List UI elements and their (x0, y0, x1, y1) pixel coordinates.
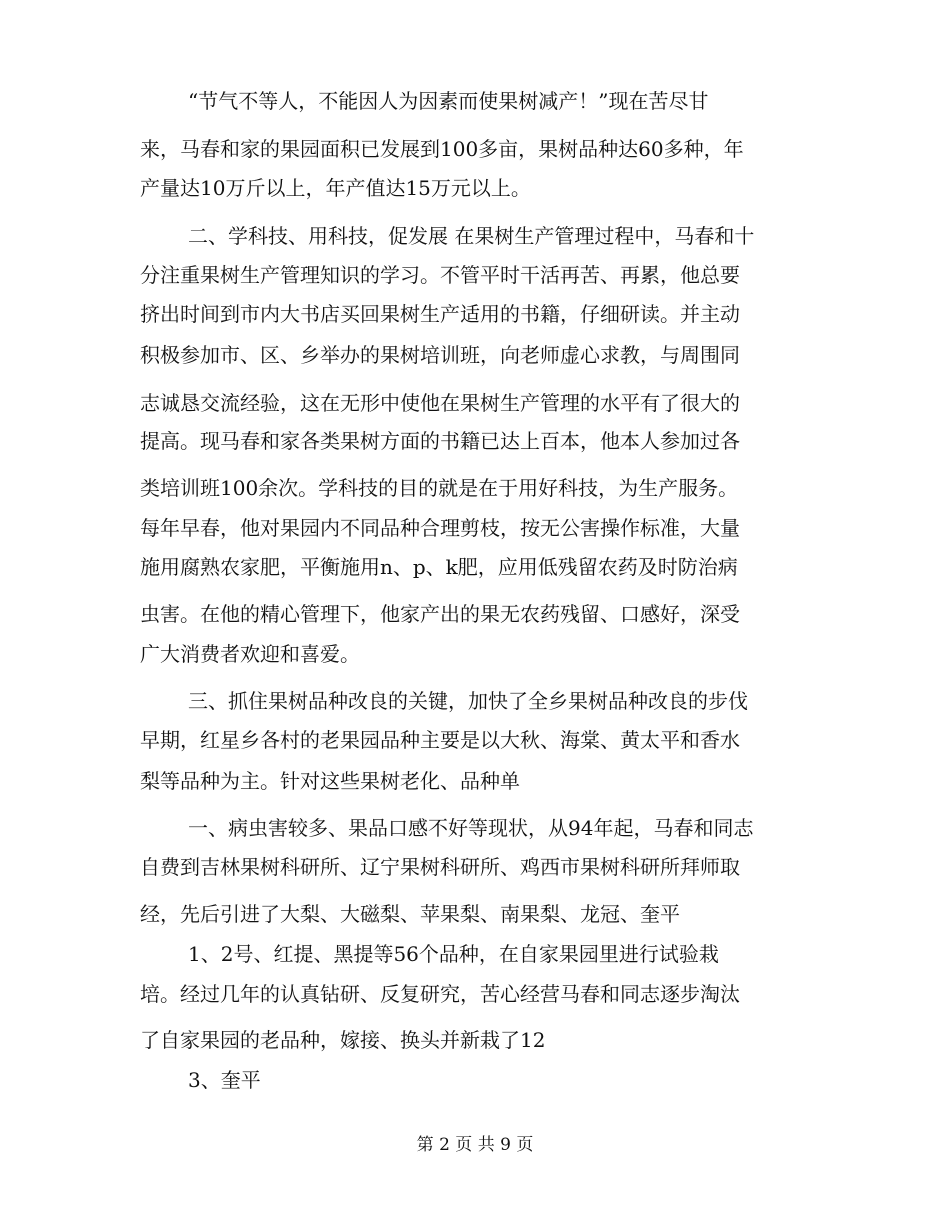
text-line: 早期，红星乡各村的老果园品种主要是以大秋、海棠、黄太平和香水 (140, 728, 740, 752)
text-line: “节气不等人，不能因人为因素而使果树减产！”现在苦尽甘 (188, 89, 709, 113)
text-line: 一、病虫害较多、果品口感不好等现状，从94年起，马春和同志 (188, 816, 754, 840)
text-line: 了自家果园的老品种，嫁接、换头并新栽了12 (140, 1028, 546, 1052)
text-line: 类培训班100余次。学科技的目的就是在于用好科技，为生产服务。 (140, 476, 739, 500)
text-line: 提高。现马春和家各类果树方面的书籍已达上百本，他本人参加过各 (140, 429, 740, 453)
text-line: 梨等品种为主。针对这些果树老化、品种单 (140, 769, 520, 793)
text-line: 分注重果树生产管理知识的学习。不管平时干活再苦、再累，他总要 (140, 263, 740, 287)
text-line: 虫害。在他的精心管理下，他家产出的果无农药残留、口感好，深受 (140, 602, 740, 626)
text-line: 产量达10万斤以上，年产值达15万元以上。 (140, 176, 531, 200)
text-line: 挤出时间到市内大书店买回果树生产适用的书籍，仔细研读。并主动 (140, 302, 740, 326)
text-line: 1、2号、红提、黑提等56个品种，在自家果园里进行试验栽 (188, 942, 719, 966)
text-line: 志诚恳交流经验，这在无形中使他在果树生产管理的水平有了很大的 (140, 391, 740, 415)
text-line: 三、抓住果树品种改良的关键，加快了全乡果树品种改良的步伐 (188, 689, 748, 713)
text-line: 每年早春，他对果园内不同品种合理剪枝，按无公害操作标准，大量 (140, 516, 740, 540)
text-line: 3、奎平 (188, 1068, 261, 1092)
text-line: 二、学科技、用科技，促发展 在果树生产管理过程中，马春和十 (188, 224, 755, 248)
text-line: 来，马春和家的果园面积已发展到100多亩，果树品种达60多种，年 (140, 137, 744, 161)
text-line: 积极参加市、区、乡举办的果树培训班，向老师虚心求教，与周围同 (140, 343, 740, 367)
page-number-footer: 第 2 页 共 9 页 (416, 1135, 534, 1155)
text-line: 培。经过几年的认真钻研、反复研究，苦心经营马春和同志逐步淘汰 (140, 982, 740, 1006)
text-line: 广大消费者欢迎和喜爱。 (140, 642, 360, 666)
text-line: 施用腐熟农家肥，平衡施用n、p、k肥，应用低残留农药及时防治病 (140, 555, 738, 579)
text-line: 经，先后引进了大梨、大磁梨、苹果梨、南果梨、龙冠、奎平 (140, 902, 680, 926)
text-line: 自费到吉林果树科研所、辽宁果树科研所、鸡西市果树科研所拜师取 (140, 855, 740, 879)
